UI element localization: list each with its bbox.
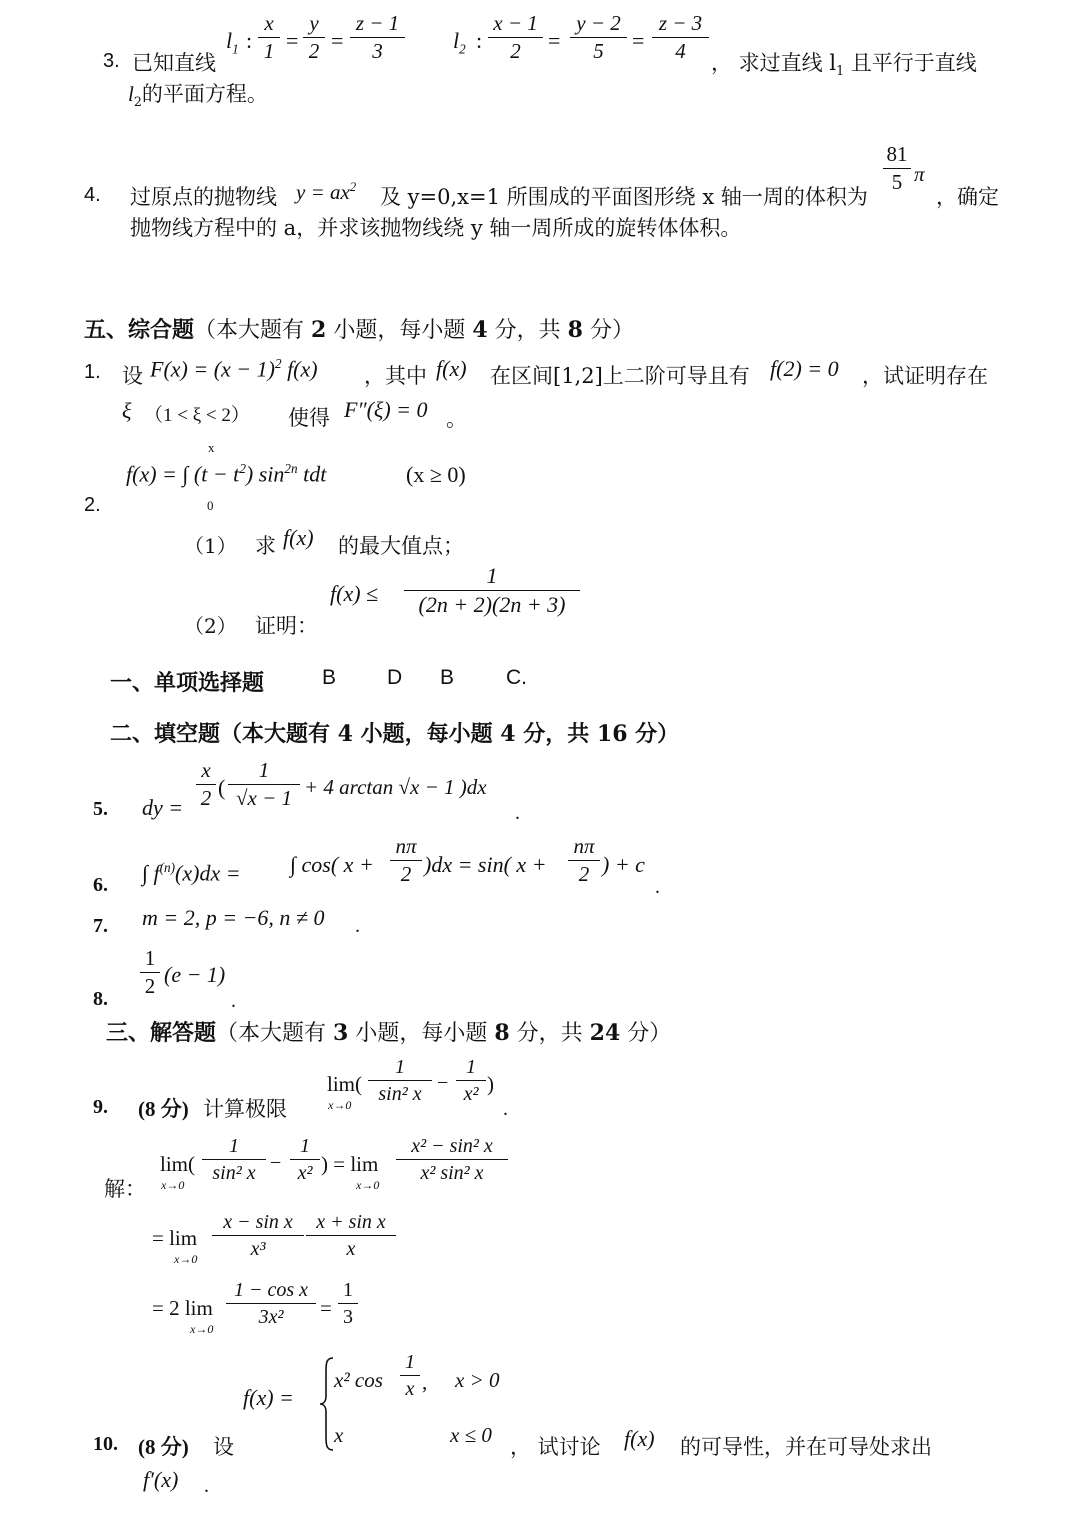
dot: . [204,1475,209,1497]
fraction: x 1 [258,13,280,62]
formula: f′(x) [143,1467,179,1492]
limit-subscript: x→0 [174,1252,198,1266]
fraction: x − sin x x³ [212,1212,304,1259]
fraction: 1 x [400,1352,420,1399]
fraction: 1 √x − 1 [228,760,300,809]
case-condition: x ≤ 0 [450,1423,492,1447]
formula: f(2) = 0 [770,356,839,381]
question-number: 7. [93,915,108,937]
question-text: 在区间[1,2]上二阶可导且有 [490,364,750,388]
question-number: 4. [84,184,101,206]
fraction: 1 (2n + 2)(2n + 3) [404,565,580,616]
fraction: nπ 2 [390,836,422,885]
line-l2: $l_2$ [453,28,466,57]
question-text: 的可导性，并在可导处求出 [680,1435,932,1459]
formula: f(x) [624,1426,655,1451]
points: (8 分) [138,1097,189,1121]
fraction: x² − sin² x x² sin² x [396,1136,508,1183]
question-text: 计算极限 [203,1097,287,1121]
fraction: 1 2 [140,948,160,997]
question-text: ， 求过直线 $l_1$ 且平行于直线 [711,51,977,79]
case-expression: x [334,1423,344,1447]
points: (8 分) [138,1435,189,1459]
question-number: 5. [93,798,108,820]
fraction: x − 1 2 [488,13,543,62]
question-text: 过原点的抛物线 [130,185,277,209]
fraction: 1 x² [456,1057,486,1104]
fraction: z − 3 4 [652,13,709,62]
fraction: 1 − cos x 3x² [226,1280,316,1327]
formula: f(x) = [243,1385,294,1410]
formula: lim( [327,1072,362,1096]
case-expression: x² cos [334,1368,383,1392]
formula: f(x) [283,525,314,550]
answer: B [322,666,337,689]
formula: )dx = sin( x + [424,852,547,877]
question-number: 2. [84,494,101,516]
formula: ∫ $f^{(n)}(x)dx$ = [142,860,241,886]
limit-subscript: x→0 [356,1178,380,1192]
dot: . [503,1098,508,1120]
fraction: 1 sin² x [368,1057,432,1104]
solution-label: 解： [104,1177,146,1201]
equals: = [320,1296,332,1320]
formula: lim( [160,1152,195,1176]
question-number: 10. [93,1433,118,1455]
formula: = 2 lim [152,1296,213,1320]
question-text: 使得 [288,406,330,430]
formula: dy = [142,795,184,820]
section-heading: 二、填空题（本大题有 4 小题，每小题 4 分，共 16 分） [110,721,680,747]
fraction: nπ 2 [568,836,600,885]
equals: = [632,28,645,53]
fraction: x 2 [196,760,216,809]
integral-upper: x [208,440,215,455]
fraction: y − 2 5 [570,13,627,62]
formula: ∫ cos( x + [290,852,374,877]
item-text: 证明： [255,614,318,638]
case-condition: x > 0 [455,1368,500,1392]
question-text: ，确定 [936,185,999,209]
question-text: 及 y=0,x=1 所围成的平面图形绕 x 轴一周的体积为 [380,185,868,209]
pi-symbol: π [914,162,925,186]
formula: ) + c [602,852,645,877]
question-number: 8. [93,988,108,1010]
fraction: 1 sin² x [202,1136,266,1183]
question-number: 9. [93,1096,108,1118]
section-heading: 三、解答题（本大题有 3 小题，每小题 8 分，共 24 分） [106,1020,672,1046]
formula: (e − 1) [164,962,226,987]
equals: = [286,28,299,53]
question-text: 设 [122,364,143,388]
formula: $y = ax^2$ [296,180,357,204]
formula: = lim [152,1226,198,1250]
question-text-line2: $l_2$的平面方程。 [128,82,268,110]
question-text: ，其中 [364,364,427,388]
limit-subscript: x→0 [328,1098,352,1112]
formula: + 4 arctan √x − 1 )dx [304,775,487,799]
dot: . [231,990,236,1012]
answer: C. [506,666,527,689]
integral-lower: 0 [207,498,214,513]
limit-subscript: x→0 [190,1322,214,1336]
formula: f(x) ≤ [330,581,379,606]
colon: : [476,28,483,53]
formula: m = 2, p = −6, n ≠ 0 [142,905,325,930]
question-text-line2: 抛物线方程中的 a，并求该抛物线绕 y 轴一周所成的旋转体体积。 [130,216,742,240]
formula: F″(ξ) = 0 [344,397,428,422]
answer: B [440,666,455,689]
fraction: 81 5 [883,144,911,193]
comma: , [422,1370,428,1394]
question-text: ， 试讨论 [510,1435,601,1459]
fraction: x + sin x x [306,1212,396,1259]
section-heading: 一、单项选择题 [110,670,265,696]
dot: . [355,915,360,937]
item-label: （1） [184,534,237,558]
question-text: 设 [213,1435,234,1459]
item-text: 求 [255,534,276,558]
minus: − [270,1152,282,1174]
item-text: 的最大值点； [338,534,464,558]
question-number: 1. [84,361,101,383]
fraction: 1 3 [338,1280,358,1327]
fraction: y 2 [303,13,325,62]
limit-subscript: x→0 [161,1178,185,1192]
item-label: （2） [184,614,237,638]
equals: = [331,28,344,53]
formula: f(x) [436,356,467,381]
minus: − [437,1072,449,1094]
question-text: 。 [446,407,467,431]
fraction: 1 x² [290,1136,320,1183]
section-heading: 五、综合题（本大题有 2 小题，每小题 4 分，共 8 分） [84,317,634,343]
formula: ξ [122,398,132,423]
colon: : [246,28,253,53]
question-number: 6. [93,874,108,896]
formula: f(x) = ∫ $(t - t^2)$ $\sin^{2n}$ tdt [126,461,327,487]
dot: . [655,876,660,898]
paren: ) [487,1072,494,1096]
question-text: ，试证明存在 [862,364,988,388]
equals: = [548,28,561,53]
dot: . [515,802,520,824]
question-number: 3. [103,50,120,72]
fraction: z − 1 3 [350,13,405,62]
line-l1: $l_1$ [226,28,239,57]
condition: (x ≥ 0) [406,462,466,487]
question-text: 已知直线 [132,51,216,75]
formula: $F(x) = (x - 1)^2$ f(x) [150,356,318,382]
paren: ( [218,775,226,800]
answer: D [387,666,403,689]
formula: ) = lim [321,1152,379,1176]
condition: （1 < ξ < 2） [144,405,250,426]
